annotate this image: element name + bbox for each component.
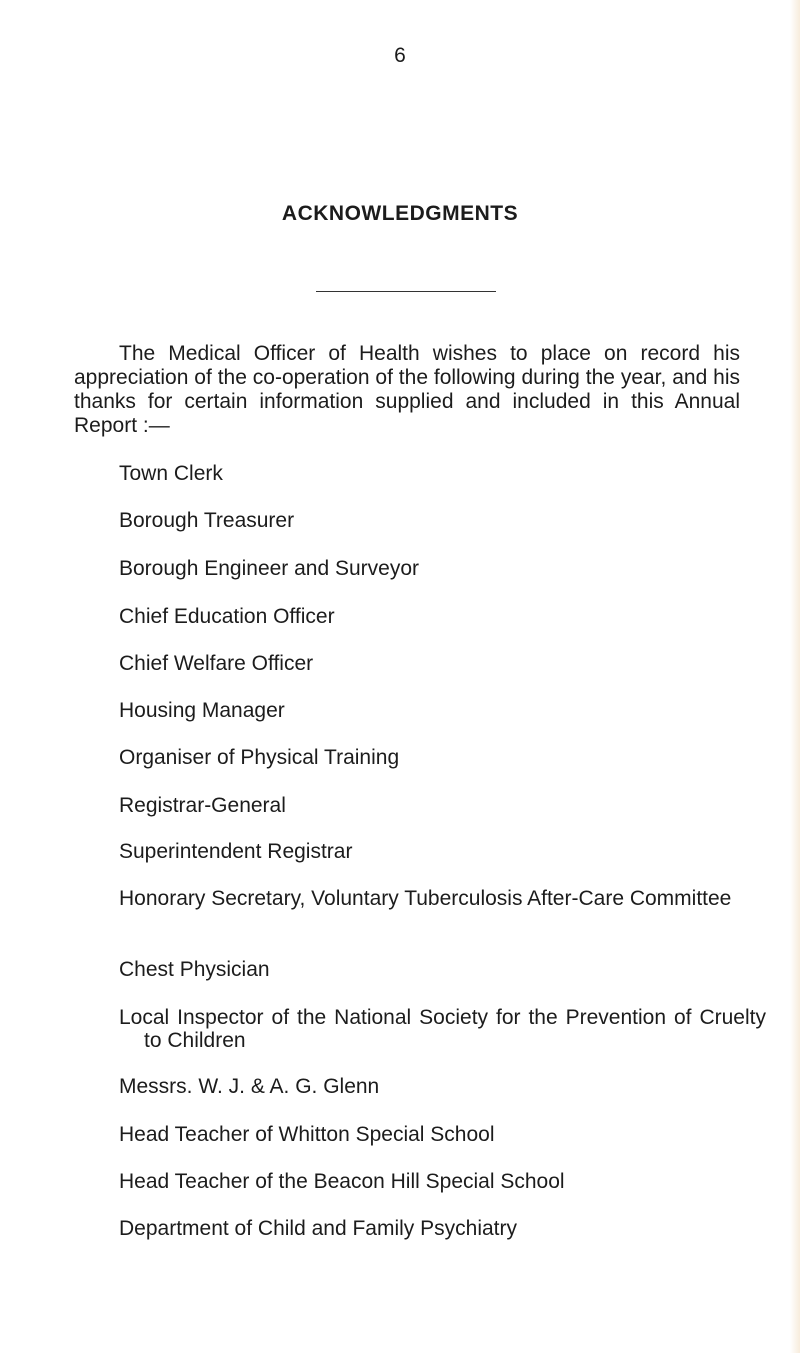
list-item: Head Teacher of Whitton Special School (119, 1123, 495, 1146)
list-item: Head Teacher of the Beacon Hill Special School (119, 1170, 565, 1193)
list-item: Borough Treasurer (119, 509, 295, 532)
page-number: 6 (394, 44, 406, 67)
page-edge-shadow (790, 0, 800, 1353)
list-item: Department of Child and Family Psychiatry (119, 1217, 517, 1240)
intro-paragraph: The Medical Officer of Health wishes to place on record his appreciation of the co-operation of the following during the year, and his thanks for certain information supplied and included in this Annual Report :— (74, 342, 740, 437)
list-item: Chief Welfare Officer (119, 652, 314, 675)
list-item: Messrs. W. J. & A. G. Glenn (119, 1075, 380, 1098)
list-item: Registrar-General (119, 794, 286, 817)
list-item: Superintendent Registrar (119, 840, 353, 863)
list-item: Honorary Secretary, Voluntary Tuberculosis After-Care Committee (119, 887, 732, 910)
list-item: Town Clerk (119, 462, 223, 485)
list-item: Chest Physician (119, 958, 270, 981)
page-title: ACKNOWLEDGMENTS (281, 202, 519, 225)
list-item: Chief Education Officer (119, 605, 335, 628)
list-item: Borough Engineer and Surveyor (119, 557, 420, 580)
list-item: Housing Manager (119, 699, 285, 722)
title-divider (316, 291, 496, 292)
list-item: Local Inspector of the National Society for the Prevention of Cruelty to Children (119, 1006, 766, 1052)
list-item: Organiser of Physical Training (119, 746, 400, 769)
